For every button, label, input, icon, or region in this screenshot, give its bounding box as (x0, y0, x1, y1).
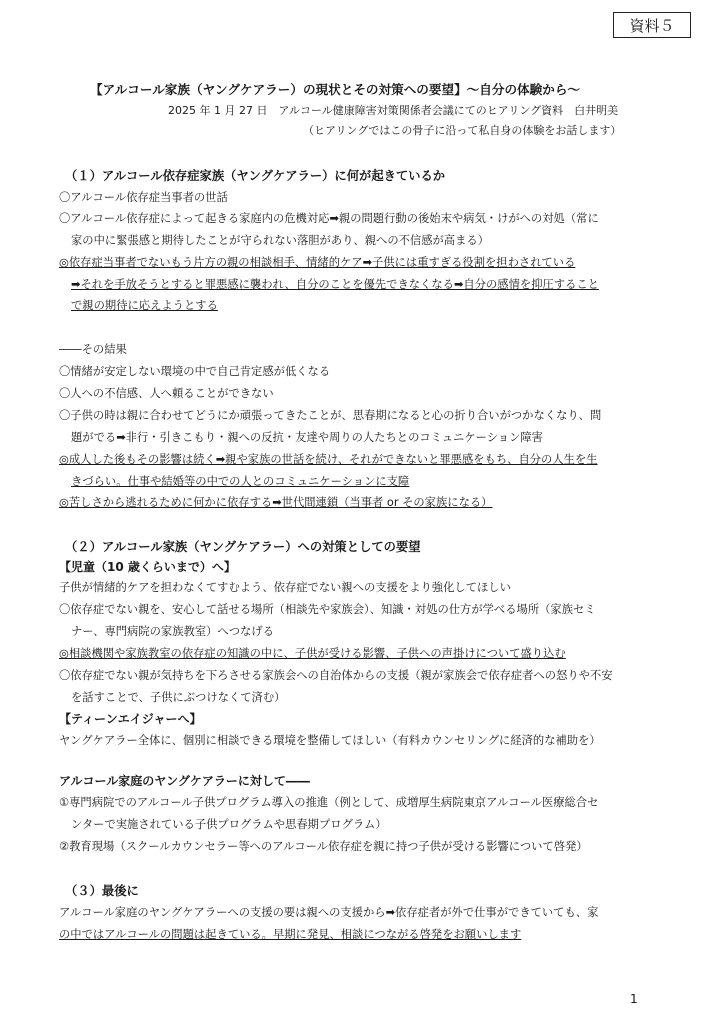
section2-line: ナー、専門病院の家族教室）へつなげる (71, 625, 274, 638)
results-line: きづらい。仕事や結婚等の中での人とのコミュニケーションに支障 (71, 475, 410, 488)
results-line: 〇情緒が安定しない環境の中で自己肯定感が低くなる (59, 365, 331, 378)
section1-line: 〇アルコール依存症によって起きる家庭内の危機対応➡親の問題行動の後始末や病気・けがへの対処（常に (59, 212, 599, 225)
document-subtitle: 2025 年 1 月 27 日 アルコール健康障害対策関係者会議にてのヒアリング資料 白井明美 (168, 104, 619, 117)
results-line: 〇人への不信感、人へ頼ることができない (59, 387, 274, 400)
section2-line: ンターで実施されている子供プログラムや思春期プログラム） (71, 818, 387, 831)
section1-heading: （１）アルコール依存症家族（ヤングケアラー）に何が起きているか (65, 169, 446, 183)
section2-line: 子供が情緒的ケアを担わなくてすむよう、依存症でない親への支援をより強化してほしい (59, 581, 511, 594)
results-line: 〇子供の時は親に合わせてどうにか頑張ってきたことが、思春期になると心の折り合いがつかなくなり、問 (59, 409, 602, 422)
results-line: ◎苦しさから逃れるために何かに依存する➡世代間連鎖（当事者 or その家族になる） (59, 496, 493, 509)
section2-line: ②教育現場（スクールカウンセラー等へのアルコール依存症を親に持つ子供が受ける影響について啓発） (59, 840, 588, 853)
section1-line: 家の中に緊張感と期待したことが守られない落胆があり、親への不信感が高まる） (71, 234, 489, 247)
section1-line: で親の期待に応えようとする (71, 299, 218, 312)
document-subtitle-note: （ヒアリングではこの骨子に沿って私自身の体験をお話します） (303, 124, 622, 137)
section2-line: を話すことで、子供にぶつけなくて済む） (71, 691, 286, 704)
page-number: 1 (630, 992, 638, 1006)
section3-line: の中ではアルコールの問題は起きている。早期に発見、相談につながる啓発をお願いします (59, 928, 522, 941)
results-line: 題がでる➡非行・引きこもり・親への反抗・友達や周りの人たちとのコミュニケーション障害 (71, 431, 543, 444)
section2-heading: （２）アルコール家族（ヤングケアラー）への対策としての要望 (65, 540, 421, 554)
section1-line: 〇アルコール依存症当事者の世話 (59, 191, 228, 204)
child-heading: 【児童（10 歳くらいまで）へ】 (59, 560, 236, 574)
section2-line: ◎相談機関や家族教室の依存症の知識の中に、子供が受ける影響、子供への声掛けについて盛り込む (59, 647, 566, 660)
section2-line: ヤングケアラー全体に、個別に相談できる環境を整備してほしい（有料カウンセリングに経済的な補助を） (59, 734, 601, 747)
document-label: 資料５ (613, 12, 691, 38)
section3-heading: （３）最後に (65, 884, 139, 898)
alcohol-family-heading: アルコール家庭のヤングケアラーに対して―― (59, 774, 310, 788)
section2-line: 〇依存症でない親が気持ちを下ろさせる家族会への自治体からの支援（親が家族会で依存症者への怒りや不安 (59, 669, 613, 682)
section1-line: ◎依存症当事者でないもう片方の親の相談相手、情緒的ケア➡子供には重すぎる役割を担わされている (59, 256, 576, 269)
section2-line: 〇依存症でない親を、安心して話せる場所（相談先や家族会）、知識・対処の仕方が学べる場所（家族セミ (59, 603, 596, 616)
document-title: 【アルコール家族（ヤングケアラー）の現状とその対策への要望】～自分の体験から～ (90, 82, 581, 97)
section2-line: ①専門病院でのアルコール子供プログラム導入の推進（例として、成増厚生病院東京アルコール医療総合セ (59, 796, 599, 809)
results-line: ◎成人した後もその影響は続く➡親や家族の世話を続け、それができないと罪悪感をもち、自分の人生を生 (59, 453, 598, 466)
teen-heading: 【ティーンエイジャーへ】 (59, 712, 202, 726)
section1-line: ➡それを手放そうとすると罪悪感に襲われ、自分のことを優先できなくなる➡自分の感情を抑圧すること (71, 278, 599, 291)
results-heading: ――その結果 (59, 343, 127, 356)
section3-line: アルコール家庭のヤングケアラーへの支援の要は親への支援から➡依存症者が外で仕事ができていても、家 (59, 906, 599, 919)
